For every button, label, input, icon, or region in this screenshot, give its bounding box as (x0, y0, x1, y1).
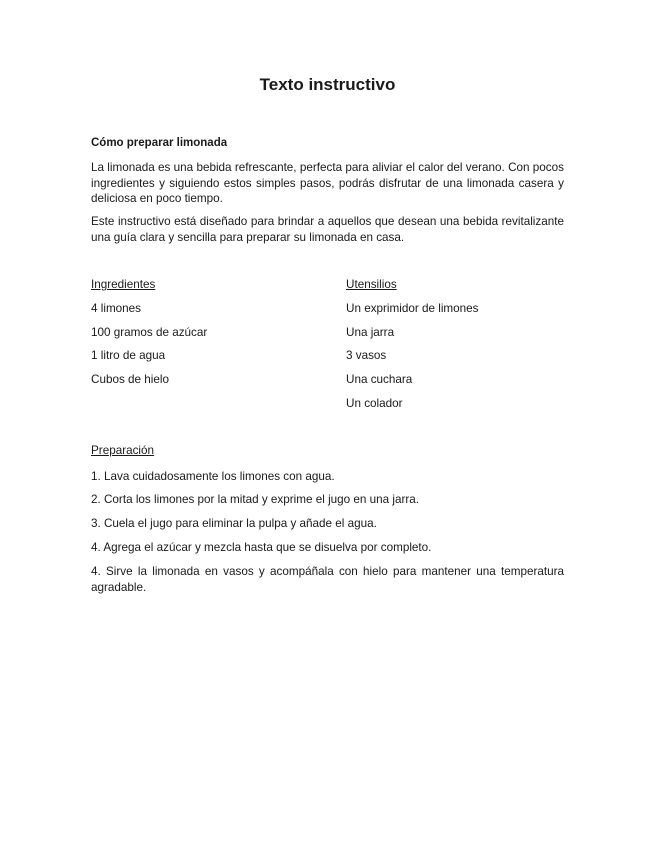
preparation-header: Preparación (91, 444, 155, 457)
utensil-item: Un colador (346, 397, 403, 410)
preparation-step: 4. Sirve la limonada en vasos y acompáñala con hielo para mantener una temperatura agradable. (91, 565, 564, 594)
ingredient-item: Cubos de hielo (91, 373, 169, 386)
ingredient-item: 4 limones (91, 302, 142, 315)
utensil-item: Una cuchara (346, 373, 413, 386)
intro-paragraph-2: Este instructivo está diseñado para brindar a aquellos que desean una bebida revitalizante una guía clara y sencilla para preparar su limonada en casa. (91, 215, 564, 244)
utensils-header: Utensilios (346, 278, 397, 291)
intro-paragraph-1: La limonada es una bebida refrescante, perfecta para aliviar el calor del verano. Con pocos ingredientes y siguiendo estos simples pasos, podrás disfrutar de una limonada casera y deliciosa en poco tiempo. (91, 161, 564, 205)
ingredient-item: 100 gramos de azúcar (91, 326, 208, 339)
ingredient-item: 1 litro de agua (91, 349, 166, 362)
preparation-step: 4. Agrega el azúcar y mezcla hasta que se disuelva por completo. (91, 541, 432, 554)
preparation-step: 3. Cuela el jugo para eliminar la pulpa y añade el agua. (91, 517, 377, 530)
utensil-item: Un exprimidor de limones (346, 302, 479, 315)
page-title: Texto instructivo (259, 75, 396, 94)
preparation-step: 2. Corta los limones por la mitad y exprime el jugo en una jarra. (91, 493, 420, 506)
section-subtitle: Cómo preparar limonada (91, 137, 228, 149)
utensil-item: Una jarra (346, 326, 395, 339)
utensil-item: 3 vasos (346, 349, 387, 362)
ingredients-header: Ingredientes (91, 278, 156, 291)
preparation-step: 1. Lava cuidadosamente los limones con agua. (91, 470, 335, 483)
